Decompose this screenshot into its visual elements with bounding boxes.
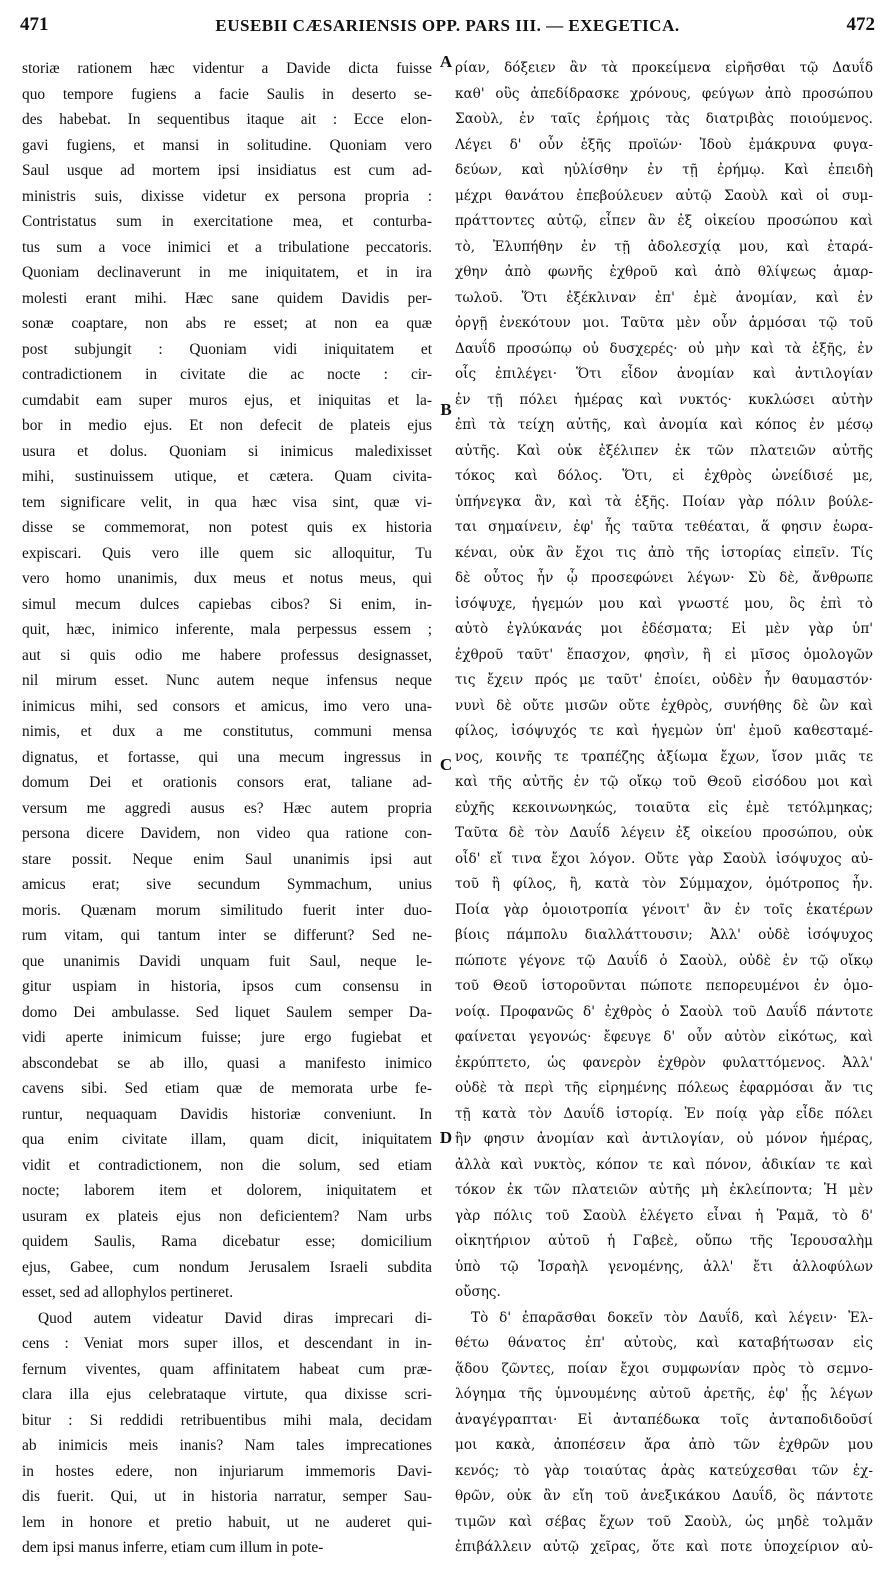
latin-text-line: bor in medio ejus. Et non defecit de plateis ejus (22, 417, 432, 434)
latin-text-line: domo Dei ambulasse. Sed liquet Saulem semper Da- (22, 1003, 432, 1021)
latin-text-line: Quod autem videatur David diras imprecari di- (38, 1309, 432, 1327)
latin-text-line: ejus, Gabee, cum nondum Jerusalem Israeli subdita (22, 1258, 432, 1276)
greek-text-line: ἀλλὰ καὶ νυκτὸς, κόπον τε καὶ πόνον, ἀδικίαν τε καὶ (455, 1156, 873, 1173)
greek-text-line: τόκον ἐκ τῶν πλατειῶν αὐτῆς μὴ ἐκλείποντα; Ἡ μὲν (455, 1182, 873, 1198)
greek-text-line: ἐπὶ τὰ τείχη αὐτῆς, καὶ ἀνομία καὶ κόπος ἐν μέσῳ (455, 417, 873, 433)
greek-text-line: ἐπιβάλλειν αὐτῷ χεῖρας, ὅτε καὶ ποτε ὑποχείριον αὐ- (455, 1539, 873, 1555)
greek-text-line: Δαυΐδ προσώπῳ οὐ δυσχερές· οὐ μὴν καὶ τὰ ἑξῆς, ἐν (455, 340, 873, 357)
latin-text-line: tus sum a voce inimici et a tribulatione peccatoris. (22, 238, 432, 256)
greek-text-line: θρῶν, οὐκ ἂν εἴη τοῦ ἀνεξικάκου Δαυΐδ, ὃς πάντοτε (455, 1488, 873, 1504)
latin-text-line: storiæ rationem hæc videntur a Davide dicta fuisse (22, 60, 432, 77)
greek-text-line: ὑπὸ τῷ Ἰσραὴλ γενομένης, ἀλλ' ἔτι ἀλλοφύλων (455, 1258, 873, 1275)
greek-text-line: φίλος, ἰσόψυχός τε καὶ ἡγεμὼν ὑπ' ἐμοῦ καθεσταμέ- (455, 723, 873, 739)
latin-text-line: domum Dei et orationis consors erat, taliane ad- (22, 774, 432, 791)
greek-text-line: πράττοντες αὐτῷ, εἶπεν ἂν ἐξ οἰκείου προσώπου καὶ (455, 213, 873, 229)
page-number-left: 471 (20, 14, 49, 35)
greek-text-line: τιμῶν καὶ σέβας ἔχων τοῦ Σαοὺλ, ὡς μηδὲ τολμᾶν (455, 1513, 873, 1530)
greek-text-line: λόγημα τῆς ὑμνουμένης αὐτοῦ ἀρετῆς, ἐφ' ᾗς λέγων (455, 1386, 873, 1402)
greek-text-line: τόκος καὶ δόλος. Ὅτι, εἰ ἐχθρὸς ὠνείδισέ με, (455, 468, 873, 484)
running-header (20, 10, 875, 44)
latin-text-line: simul mecum dulces capiebas cibos? Si enim, in- (22, 595, 432, 613)
greek-text-line: ἐκρύπτετο, ὡς φανερὸν ἐχθρὸν φυλαττόμενος. Ἀλλ' (455, 1054, 873, 1071)
greek-text-line: καθ' οὓς ἀπεδίδρασκε χρόνους, φεύγων ἀπὸ προσώπου (455, 85, 873, 102)
latin-text-line: clara illa ejus celebrataque virtute, qua dixisse scri- (22, 1386, 432, 1403)
greek-text-line: τὸ, Ἐλυπήθην ἐν τῇ ἀδολεσχίᾳ μου, καὶ ἐταρά- (455, 238, 873, 255)
latin-text-line: que unanimis Davidi unquam fuit Saul, neque le- (22, 952, 432, 970)
greek-text-line: Τὸ δ' ἐπαρᾶσθαι δοκεῖν τὸν Δαυΐδ, καὶ λέγειν· Ἐλ- (471, 1309, 873, 1326)
greek-text-line: κέναι, οὐκ ἂν ἔχοι τις ἀπὸ τῆς ἱστορίας εἰπεῖν. Τίς (455, 544, 873, 561)
latin-text-line: quo tempore fugiens a facie Saulis in deserto se- (22, 85, 432, 103)
greek-text-line: ὀργῇ ἐνεκότουν μοι. Ταῦτα μὲν οὖν ἁρμόσαι τῷ τοῦ (455, 315, 873, 331)
greek-text-line: χθην ἀπὸ φωνῆς ἐχθροῦ καὶ ἀπὸ θλίψεως ἁμαρ- (455, 264, 873, 280)
greek-text-line: βίοις πάμπολυ διαλλάττουσιν; Ἀλλ' οὐδὲ ἰσόψυχος (455, 927, 873, 943)
greek-text-line: ἐχθροῦ ταῦτ' ἔπασχον, φησὶν, ἢ εἰ μῖσος ὁμολογῶν (455, 646, 873, 663)
greek-text-line: γὰρ πόλις τοῦ Σαοὺλ ἐλέγετο εἶναι ἡ Ῥαμᾶ, τὸ δ' (455, 1207, 873, 1224)
latin-text-line: post subjungit : Quoniam vidi iniquitatem et (22, 340, 432, 358)
latin-text-line: contradictionem in civitate die ac nocte : cir- (22, 366, 432, 383)
latin-text-line: gitur uspiam in historia, ipsos cum consensu in (22, 978, 432, 995)
latin-text-line: cavens sibi. Sed etiam quæ de memorata urbe fe- (22, 1080, 432, 1097)
greek-text-line: πώποτε γέγονε τῷ Δαυΐδ ὁ Σαοὺλ, οὐδὲ ἐν τῷ οἴκῳ (455, 952, 873, 969)
latin-text-line: quit, hæc, inimico inferente, mala perpessus essem ; (22, 621, 432, 638)
greek-text-line: νοίᾳ. Προφανῶς δ' ἐχθρὸς ὁ Σαοὺλ τοῦ Δαυΐδ πάντοτε (455, 1003, 873, 1020)
latin-text-line: personа dicere Davidem, non video qua ratione con- (22, 825, 432, 842)
latin-text-line: nimis, et dux a me constitutus, communi mensa (22, 723, 432, 740)
greek-text-line: τῇ κατὰ τὸν Δαυΐδ ἱστορίᾳ. Ἐν ποίᾳ γὰρ εἶδε πόλει (455, 1105, 873, 1122)
latin-text-line: amicus erat; sive secundum Symmachum, unius (22, 876, 432, 893)
latin-text-line: usura et dolus. Quoniam si inimicus maledixisset (22, 442, 432, 460)
greek-text-line: κενός; τὸ γὰρ τοιαύτας ἀρὰς κατεύχεσθαι τῶν ἐχ- (455, 1462, 873, 1479)
latin-text-line: qua enim civitate illam, quam dicit, iniquitatem (22, 1131, 432, 1148)
greek-text-line: Ταῦτα δὲ τὸν Δαυΐδ λέγειν ἐξ οἰκείου προσώπου, οὐκ (455, 825, 873, 841)
greek-text-line: καὶ τῆς αὐτῆς ἐν τῷ οἴκῳ τοῦ Θεοῦ εἰσόδου μοι καὶ (455, 774, 873, 790)
latin-text-line: cumdabit eam super muros ejus, et iniquitas et la- (22, 391, 432, 409)
greek-text-line: οἰκητήριον αὐτοῦ ἡ Γαβεὲ, οὔπω τῆς Ἱερουσαλὴμ (455, 1233, 873, 1249)
section-marker-c: C (439, 755, 453, 774)
latin-text-line: moris. Quænam morum similitudo fuerit inter duo- (22, 901, 432, 919)
latin-text-line: bitur : Si reddidi retribuentibus mihi mala, decidam (22, 1411, 432, 1429)
greek-text-line: Σαοὺλ, ἐν ταῖς ἐρήμοις τὰς διατριβὰς ποιούμενος. (455, 111, 873, 127)
latin-text-line: stare possit. Neque enim Saul unanimis ipsi aut (22, 850, 432, 868)
greek-text-line: οἶδ' εἴ τινα ἔχοι λόγον. Οὔτε γὰρ Σαοὺλ ἰσόψυχος αὐ- (455, 850, 873, 867)
latin-text-line: nocte; laborem item et dolorem, iniquitatem et (22, 1182, 432, 1199)
greek-text-line: Λέγει δ' οὖν ἑξῆς προϊών· Ἰδοὺ ἐμάκρυνα φυγα- (455, 136, 873, 153)
latin-column (22, 56, 432, 1561)
greek-text-line: οὔσης. (455, 1284, 501, 1300)
latin-text-line: rum vitam, qui tantum inter se differunt? Sed ne- (22, 927, 432, 944)
latin-text-line: runtur, nequaquam Davidis historiæ conveniunt. In (22, 1105, 432, 1123)
greek-text-line: ὑπήνεγκα ἂν, καὶ τὰ ἑξῆς. Ποίαν γὰρ πόλιν βούλε- (455, 493, 873, 510)
latin-text-line: fernum viventes, quam affinitatem habeat cum præ- (22, 1360, 432, 1378)
latin-text-line: molesti erant mihi. Hæc sane quidem Davidis per- (22, 289, 432, 307)
latin-text-line: sonæ coaptare, non abs re esset; at non ea quæ (22, 315, 432, 332)
latin-text-line: expiscari. Quis vero ille quem sic alloquitur, Tu (22, 544, 432, 562)
latin-text-line: ministris suis, dixisse videtur ex persona propria : (22, 187, 432, 205)
greek-text-line: νος, κοινῆς τε τραπέζης ἀξίωμα ἔχων, ἴσον μιᾶς τε (455, 748, 873, 765)
greek-column (455, 56, 873, 1561)
greek-text-line: οὐδὲ τὰ περὶ τῆς εἰρημένης πόλεως ἐφαρμόσαι ἄν τις (455, 1080, 873, 1096)
latin-text-line: dignatus, et fortasse, qui una mecum ingressus in (22, 748, 432, 766)
greek-text-line: αὐτὸ ἐγλύκανάς μοι ἐδέσματα; Εἰ μὲν γὰρ ὑπ' (455, 621, 873, 637)
greek-text-line: ἀναγέγραπται· Εἰ ἀνταπέδωκα τοῖς ἀνταποδιδοῦσί (455, 1411, 873, 1428)
section-marker-a: A (439, 52, 453, 71)
greek-text-line: νυνὶ δὲ οὔτε μισῶν οὔτε ἐχθρὸς, συνήθης δὲ ὢν καὶ (455, 697, 873, 714)
latin-text-line: usuram ex plateis ejus non deficientem? Nam urbs (22, 1207, 432, 1225)
section-marker-d: D (439, 1128, 453, 1147)
greek-text-line: Ποία γὰρ ὁμοιοτροπία γένοιτ' ἂν ἐν τοῖς ἑκατέρων (455, 901, 873, 918)
latin-text-line: ab inimicis meis inanis? Nam tales imprecationes (22, 1437, 432, 1454)
latin-text-line: Contristatus sum in exercitatione mea, et conturba- (22, 213, 432, 230)
greek-text-line: οἷς ἐπιλέγει· Ὅτι εἶδον ἀνομίαν καὶ ἀντιλογίαν (455, 366, 873, 382)
latin-text-line: mihi, sustinuissem utique, et cætera. Quam civita- (22, 468, 432, 485)
greek-text-line: ἣν φησιν ἀνομίαν καὶ ἀντιλογίαν, οὐ μόνον ἡμέρας, (455, 1131, 873, 1147)
greek-text-line: μέχρι θανάτου ἐπεβούλευεν αὐτῷ Σαοὺλ καὶ οἱ συμ- (455, 187, 873, 204)
greek-text-line: τις ἔχειν πρός με ταῦτ' ἐποίει, οὐδὲν ἦν θαυμαστόν· (455, 672, 873, 688)
greek-text-line: ᾅδου ζῶντες, ποίαν ἔχοι συμφωνίαν πρὸς τὸ σεμνο- (455, 1360, 873, 1377)
latin-text-line: abscondebat se ab illo, quasi a manifesto inimico (22, 1054, 432, 1072)
latin-text-line: Quoniam declinaverunt in me iniquitatem, et in ira (22, 264, 432, 281)
latin-text-line: dis fuerit. Qui, ut in historia narratur, semper Sau- (22, 1488, 432, 1505)
greek-text-line: ἐν τῇ πόλει ἡμέρας καὶ νυκτός· κυκλώσει αὐτὴν (455, 391, 873, 408)
greek-text-line: φαίνεται γεγονώς· ἔφευγε δ' οὖν αὐτὸν εἰκότως, καὶ (455, 1029, 873, 1045)
greek-text-line: αὐτῆς. Καὶ οὐκ ἐξέλιπεν ἐκ τῶν πλατειῶν αὐτῆς (455, 442, 873, 459)
greek-text-line: εὐχῆς κεκοινωνηκώς, τοιαῦτα εἰς ἐμὲ τετόλμηκας; (455, 799, 873, 816)
latin-text-line: inimicus mihi, sed consors et amicus, imo vero una- (22, 697, 432, 715)
latin-text-line: Saul usque ad mortem ipsi insidiatus est cum ad- (22, 162, 432, 179)
latin-text-line: versum me aggredi ausus es? Hæc autem propria (22, 799, 432, 817)
greek-text-line: ἰσόψυχε, ἡγεμών μου καὶ γνωστέ μου, ὃς ἐπὶ τὸ (455, 595, 873, 612)
latin-text-line: vero homo unanimis, dux meus et notus meus, qui (22, 570, 432, 587)
latin-text-line: nil mirum esset. Nunc autem neque infensus neque (22, 672, 432, 689)
latin-text-line: gavi fugiens, et mansi in solitudine. Quoniam vero (22, 136, 432, 154)
page-number-right: 472 (846, 14, 875, 35)
running-title: EUSEBII CÆSARIENSIS OPP. PARS III. — EXEGETICA. (215, 16, 680, 35)
latin-text-line: disse se commemorat, non potest quis ex historia (22, 519, 432, 536)
latin-text-line: esset, sed ad allophylos pertineret. (22, 1284, 234, 1301)
latin-text-line: vidi aperte inimicum fuisse; jure ergo fugiebat et (22, 1029, 432, 1046)
greek-text-line: τωλοῦ. Ὅτι ἐξέκλιναν ἐπ' ἐμὲ ἀνομίαν, καὶ ἐν (455, 289, 873, 306)
greek-text-line: δὲ οὗτος ἦν ᾧ προσεφώνει λέγων· Σὺ δὲ, ἄνθρωπε (455, 570, 873, 586)
greek-text-line: τοῦ Θεοῦ ἱστοροῦνται πώποτε πεπορευμένοι ἐν ὁμο- (455, 978, 873, 994)
latin-text-line: dem ipsi manus inferre, etiam cum illum in pote- (22, 1539, 324, 1556)
latin-text-line: in hostes edere, non injuriarum immemoris Davi- (22, 1462, 432, 1480)
greek-text-line: ρίαν, δόξειεν ἂν τὰ προκείμενα εἰρῆσθαι τῷ Δαυΐδ (455, 60, 873, 76)
greek-text-line: θέτω θάνατος ἐπ' αὐτοὺς, καὶ καταβήτωσαν εἰς (455, 1335, 873, 1351)
latin-text-line: aut si quis odio me habere professus designasset, (22, 646, 432, 664)
section-marker-b: B (440, 400, 452, 419)
latin-text-line: quidem Saulis, Rama dicebatur esse; domicilium (22, 1233, 432, 1250)
latin-text-line: vidit et contradictionem, non die solum, sed etiam (22, 1156, 432, 1174)
greek-text-line: τοῦ ἢ φίλος, ἢ, κατὰ τὸν Σύμμαχον, ὁμότροπος ἦν. (455, 876, 873, 892)
latin-text-line: des habebat. In sequentibus itaque ait : Ecce elon- (22, 111, 432, 128)
greek-text-line: ται σημαίνειν, ἐφ' ἧς ταῦτα τεθέαται, ἅ φησιν ἑωρα- (455, 519, 873, 535)
greek-text-line: μοι κακὰ, ἀποπέσειν ἄρα ἀπὸ τῶν ἐχθρῶν μου (455, 1437, 873, 1453)
latin-text-line: cens : Veniat mors super illos, et descendant in in- (22, 1335, 432, 1352)
latin-text-line: lem in honore et pretio habuit, ut ne auderet qui- (22, 1513, 432, 1531)
greek-text-line: δεύων, καὶ ηὐλίσθην ἐν τῇ ἐρήμῳ. Καὶ ἐπειδὴ (455, 162, 873, 178)
latin-text-line: tem significare velit, in qua hæc visa sint, quæ vi- (22, 493, 432, 511)
